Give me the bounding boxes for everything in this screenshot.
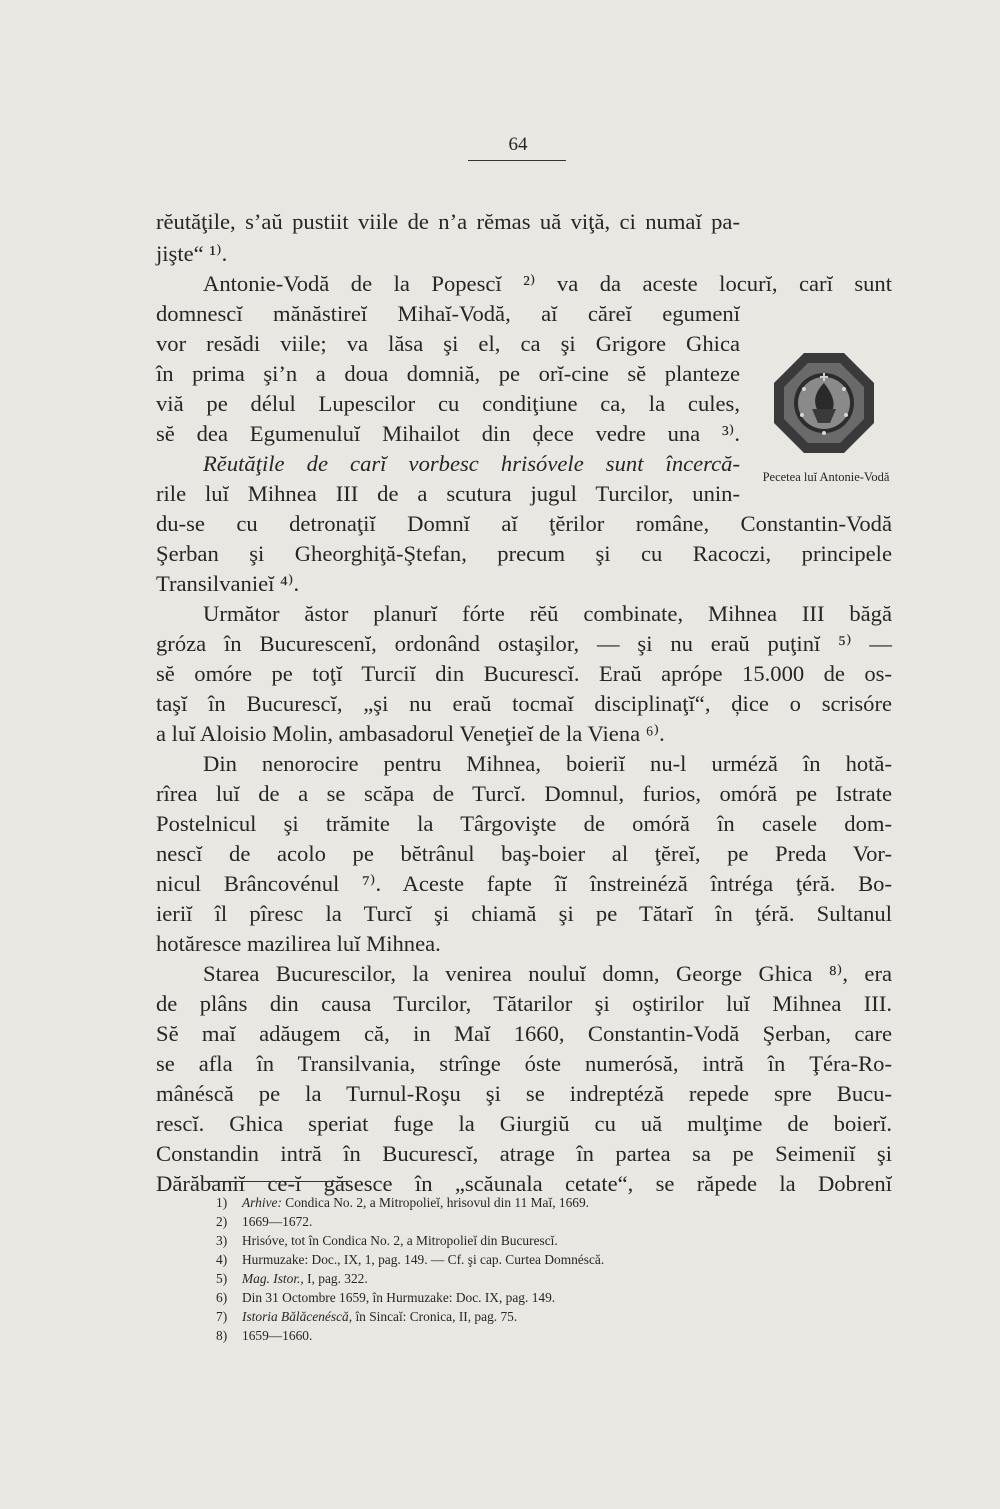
body-line: Şerban şi Gheorghiţă-Ştefan, precum şi cu Racoczi, principele xyxy=(156,541,892,566)
body-line: sĕ dea Egumenuluĭ Mihailot din ḑece vedre una ³⁾. xyxy=(156,421,740,446)
footnote: 1) Arhive: Condica No. 2, a Mitropolieĭ, hrisovul din 11 Maĭ, 1669. xyxy=(216,1195,590,1210)
page-number: 64 xyxy=(508,134,528,155)
body-line: Următor ăstor planurĭ fórte rĕŭ combinate, Mihnea III băgă xyxy=(203,601,892,626)
body-line: Starea Bucurescilor, la venirea nouluĭ domn, George Ghica ⁸⁾, era xyxy=(203,961,892,986)
body-line: viă pe délul Lupescilor cu condiţiune ca, la cules, xyxy=(156,391,740,416)
body-line: rîrea luĭ de a se scăpa de Turcĭ. Domnul, furios, omóră pe Istrate xyxy=(156,781,892,806)
body-line: Din nenorocire pentru Mihnea, boieriĭ nu-l urméză în hotă- xyxy=(203,751,892,776)
body-line: domnescĭ mănăstireĭ Mihaĭ-Vodă, aĭ căreĭ egumenĭ xyxy=(156,301,740,326)
body-line: nescĭ de acolo pe bĕtrânul baş-boier al ţĕreĭ, pe Preda Vor- xyxy=(156,841,892,866)
body-line: vor resădi viile; va lăsa şi el, ca şi Grigore Ghica xyxy=(156,331,740,356)
body-line: Antonie-Vodă de la Popescĭ ²⁾ va da aceste locurĭ, carĭ sunt xyxy=(203,271,892,296)
footnote: 3) Hrisóve, tot în Condica No. 2, a Mitropolieĭ din Bucurescĭ. xyxy=(216,1233,558,1248)
footnote: 8) 1659—1660. xyxy=(216,1328,313,1343)
body-line: Postelnicul şi trămite la Târgovişte de omóră în casele dom- xyxy=(156,811,892,836)
body-line: nicul Brâncovénul ⁷⁾. Aceste fapte îĭ înstreinéză întréga ţéră. Bo- xyxy=(156,871,892,896)
footnote: 5) Mag. Istor., I, pag. 322. xyxy=(216,1271,368,1286)
body-line: jişte“ ¹⁾. xyxy=(156,241,228,266)
body-line: rescĭ. Ghica speriat fuge la Giurgiŭ cu uă mulţime de boierĭ. xyxy=(156,1111,892,1136)
body-line: rile luĭ Mihnea III de a scutura jugul Turcilor, unin- xyxy=(156,481,740,506)
footnote-rule xyxy=(206,1181,348,1182)
body-line: Rĕutăţile de carĭ vorbesc hrisóvele sunt încercă- xyxy=(203,451,740,476)
page-number-rule xyxy=(468,160,566,161)
footnote: 6) Din 31 Octombre 1659, în Hurmuzake: Doc. IX, pag. 149. xyxy=(216,1290,556,1305)
footnote: 7) Istoria Bălăcenéscă, în Sincaĭ: Cronica, II, pag. 75. xyxy=(216,1309,518,1324)
footnote: 2) 1669—1672. xyxy=(216,1214,313,1229)
body-line: ieriĭ îl pîresc la Turcĭ şi chiamă şi pe Tătarĭ în ţéră. Sultanul xyxy=(156,901,892,926)
body-line: a luĭ Aloisio Molin, ambasadorul Veneţieĭ de la Viena ⁶⁾. xyxy=(156,721,665,746)
body-line: mânéscă pe la Turnul-Roşu şi se indreptéză repede spre Bucu- xyxy=(156,1081,892,1106)
body-line: în prima şi’n a doua domniă, pe orĭ-cine sĕ planteze xyxy=(156,361,740,386)
body-line: de plâns din causa Turcilor, Tătarilor şi oştirilor luĭ Mihnea III. xyxy=(156,991,892,1016)
body-line: sĕ omóre pe toţĭ Turciĭ din Bucurescĭ. Eraŭ aprópe 15.000 de os- xyxy=(156,661,892,686)
seal-image xyxy=(772,351,876,455)
body-line: Sĕ maĭ adăugem că, in Maĭ 1660, Constantin-Vodă Şerban, care xyxy=(156,1021,892,1046)
seal-caption: Pecetea luĭ Antonie-Vodă xyxy=(762,470,890,484)
body-line: se afla în Transilvania, strînge óste numerósă, intră în Ţéra-Ro- xyxy=(156,1051,892,1076)
body-line: Constandin intră în Bucurescĭ, atrage în partea sa pe Seimeniĭ şi xyxy=(156,1141,892,1166)
body-line: taşĭ în Bucurescĭ, „şi nu eraŭ tocmaĭ disciplinaţĭ“, ḑice o scrisóre xyxy=(156,691,892,716)
footnote: 4) Hurmuzake: Doc., IX, 1, pag. 149. — Cf. şi cap. Curtea Domnéscă. xyxy=(216,1252,605,1267)
body-line: hotăresce mazilirea luĭ Mihnea. xyxy=(156,931,441,956)
body-line: rĕutăţile, s’aŭ pustiit viile de n’a rĕmas uă viţă, ci numaĭ pa- xyxy=(156,209,740,234)
body-line: gróza în Bucurescenĭ, ordonând ostaşilor, — şi nu eraŭ puţinĭ ⁵⁾ — xyxy=(156,631,892,656)
body-line: Dărăbaniĭ ce-ĭ găsesce în „scăunala cetate“, se răpede la Dobrenĭ xyxy=(156,1171,892,1196)
body-line: du-se cu detronaţiĭ Domnĭ aĭ ţĕrilor române, Constantin-Vodă xyxy=(156,511,892,536)
body-line: Transilvanieĭ ⁴⁾. xyxy=(156,571,300,596)
